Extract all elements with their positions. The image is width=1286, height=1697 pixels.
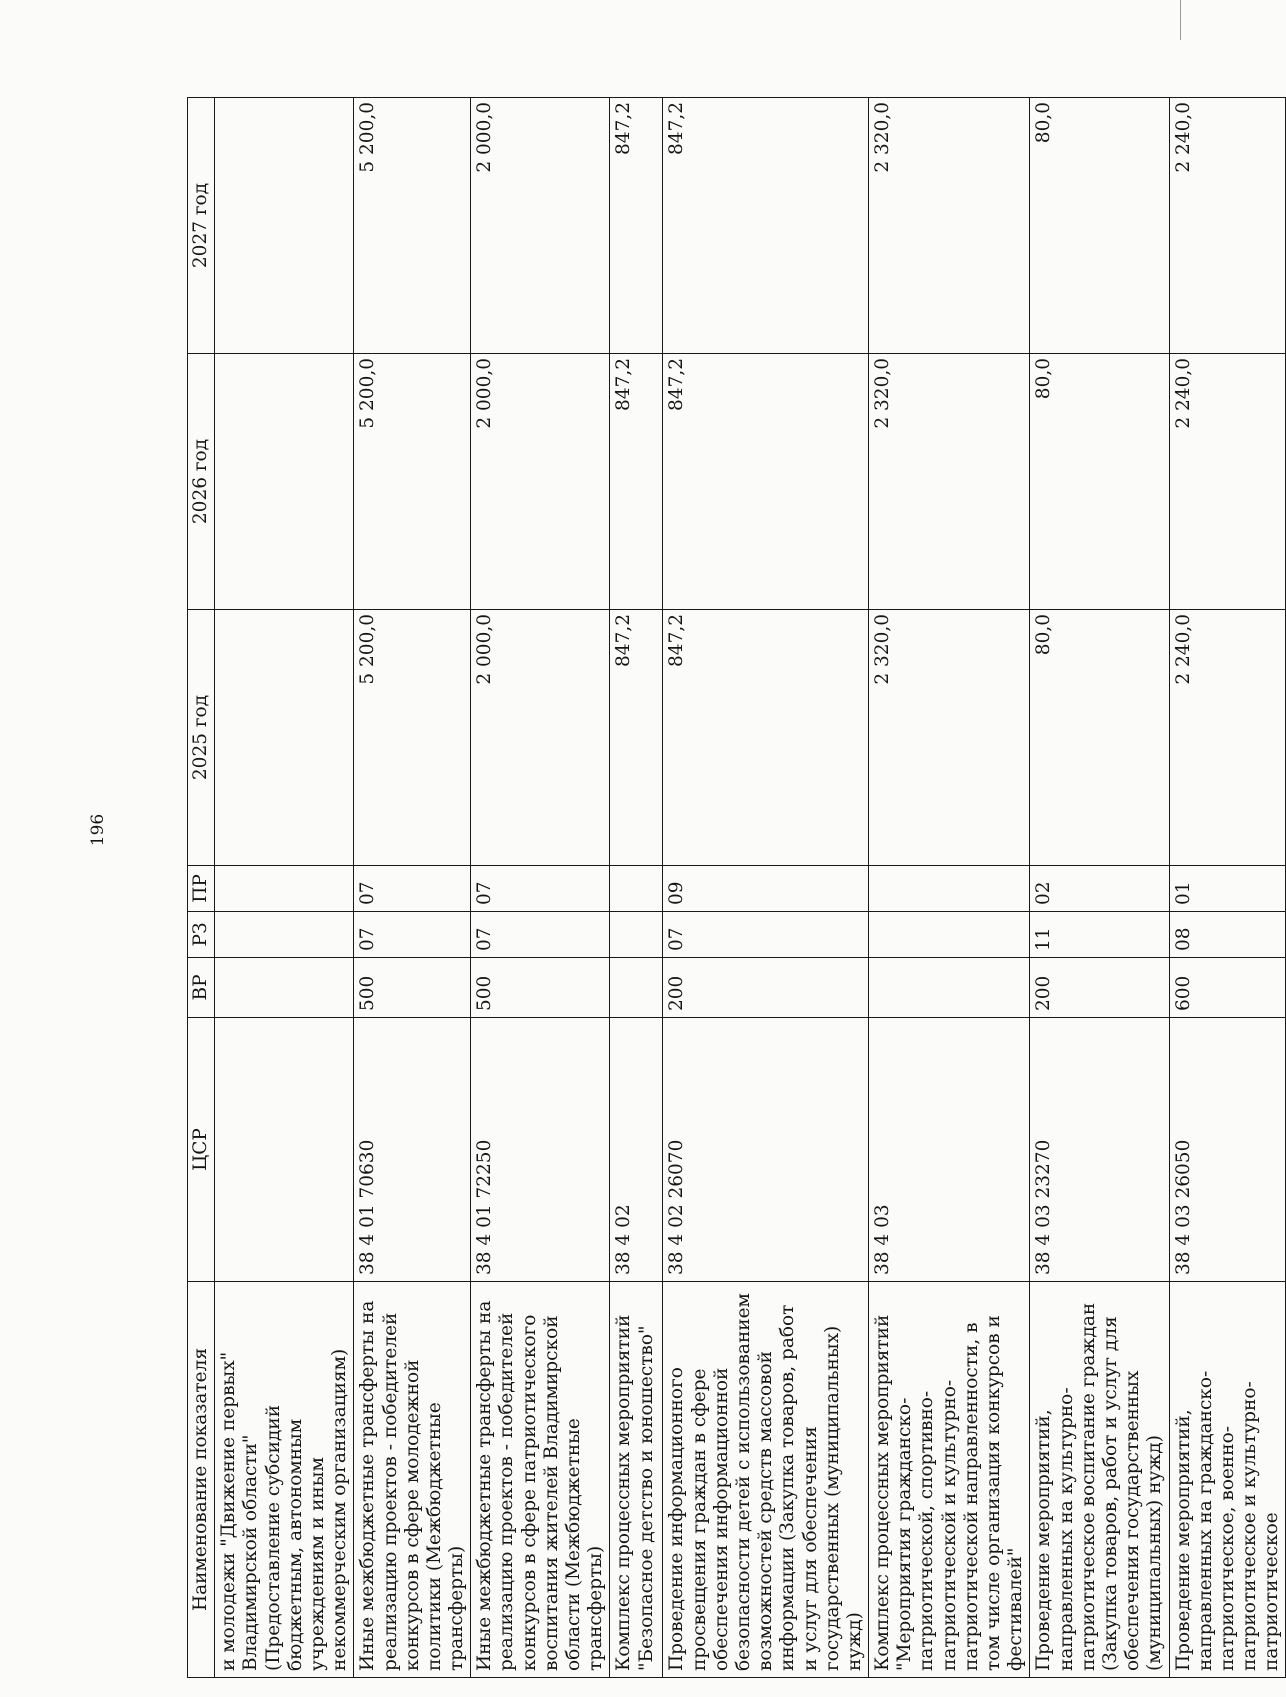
cell-2027: 2 240,0 [1169,98,1286,354]
table-row [869,98,1030,1678]
cell-rz: 07 [354,912,471,958]
cell-2026: 847,2 [610,354,663,610]
cell-rz: 08 [1169,912,1286,958]
cell-2025: 847,2 [663,610,869,866]
header-rz: РЗ [188,912,215,958]
cell-pr: 02 [1030,866,1169,912]
cell-vr: 600 [1169,958,1286,1018]
cell-vr [610,958,663,1018]
cell-name: Иные межбюджетные трансферты на реализацию проектов - победителей конкурсов в сфере патриотического воспитания жителей Владимирской области (Межбюджетные трансферты) [471,1282,610,1678]
cell-vr [215,958,354,1018]
cell-pr [215,866,354,912]
cell-2025 [215,610,354,866]
cell-rz [869,912,1030,958]
cell-name: Проведение мероприятий, направленных на гражданско-патриотическое, военно-патриотическое и культурно-патриотическое [1169,1282,1286,1678]
table-row [610,98,663,1678]
cell-csr: 38 4 03 26050 [1169,1018,1286,1282]
cell-name: и молодежи "Движение первых" Владимирской области" (Предоставление субсидий бюджетным, автономным учреждениям и иным некоммерческим организациям) [215,1282,354,1678]
cell-name: Комплекс процессных мероприятий "Мероприятия гражданско-патриотической, спортивно-патриотической и культурно-патриотической направленности, в том числе организация конкурсов и фестивалей" [869,1282,1030,1678]
cell-2027: 80,0 [1030,98,1169,354]
rotated-table-wrapper [187,98,1283,1678]
cell-2026: 2 320,0 [869,354,1030,610]
cell-2026: 847,2 [663,354,869,610]
cell-2027: 5 200,0 [354,98,471,354]
cell-rz: 11 [1030,912,1169,958]
cell-2025: 5 200,0 [354,610,471,866]
cell-csr [215,1018,354,1282]
table-row [663,98,869,1678]
cell-csr: 38 4 01 72250 [471,1018,610,1282]
budget-table [187,97,1286,1678]
header-vr: ВР [188,958,215,1018]
cell-2027: 847,2 [663,98,869,354]
header-csr: ЦСР [188,1018,215,1282]
cell-csr: 38 4 02 26070 [663,1018,869,1282]
cell-2027 [215,98,354,354]
cell-2027: 2 000,0 [471,98,610,354]
cell-vr: 200 [1030,958,1169,1018]
cell-2026: 5 200,0 [354,354,471,610]
cell-pr [869,866,1030,912]
cell-2025: 847,2 [610,610,663,866]
cell-csr: 38 4 03 23270 [1030,1018,1169,1282]
cell-rz [610,912,663,958]
cell-name: Комплекс процессных мероприятий "Безопасное детство и юношество" [610,1282,663,1678]
cell-name: Проведение информационного просвещения граждан в сфере обеспечения информационной безопасности детей с использованием возможностей средств массовой информации (Закупка товаров, работ и услуг для обеспечения государственных (муниципальных) нужд) [663,1282,869,1678]
cell-pr [610,866,663,912]
cell-name: Иные межбюджетные трансферты на реализацию проектов - победителей конкурсов в сфере молодежной политики (Межбюджетные трансферты) [354,1282,471,1678]
cell-pr: 07 [354,866,471,912]
cell-pr: 09 [663,866,869,912]
cell-2027: 847,2 [610,98,663,354]
cell-vr: 500 [471,958,610,1018]
table-row [1030,98,1169,1678]
table-row [1169,98,1286,1678]
cell-2025: 2 240,0 [1169,610,1286,866]
header-2025: 2025 год [188,610,215,866]
cell-csr: 38 4 03 [869,1018,1030,1282]
cell-rz [215,912,354,958]
cell-rz: 07 [471,912,610,958]
cell-pr: 01 [1169,866,1286,912]
cell-2027: 2 320,0 [869,98,1030,354]
cell-pr: 07 [471,866,610,912]
table-row [471,98,610,1678]
cell-2026 [215,354,354,610]
cell-2025: 2 320,0 [869,610,1030,866]
cell-vr: 200 [663,958,869,1018]
cell-2026: 80,0 [1030,354,1169,610]
cell-vr [869,958,1030,1018]
cell-2026: 2 240,0 [1169,354,1286,610]
header-name: Наименование показателя [188,1282,215,1678]
cell-vr: 500 [354,958,471,1018]
cell-rz: 07 [663,912,869,958]
cell-csr: 38 4 01 70630 [354,1018,471,1282]
header-2027: 2027 год [188,98,215,354]
table-header-row [188,98,215,1678]
table-row [354,98,471,1678]
cell-2025: 2 000,0 [471,610,610,866]
page-number: 196 [88,813,108,847]
table-row [215,98,354,1678]
header-pr: ПР [188,866,215,912]
cell-csr: 38 4 02 [610,1018,663,1282]
cell-name: Проведение мероприятий, направленных на культурно-патриотическое воспитание граждан (Закупка товаров, работ и услуг для обеспечения государственных (муниципальных) нужд) [1030,1282,1169,1678]
cell-2025: 80,0 [1030,610,1169,866]
scan-edge-mark [1180,0,1181,40]
cell-2026: 2 000,0 [471,354,610,610]
header-2026: 2026 год [188,354,215,610]
